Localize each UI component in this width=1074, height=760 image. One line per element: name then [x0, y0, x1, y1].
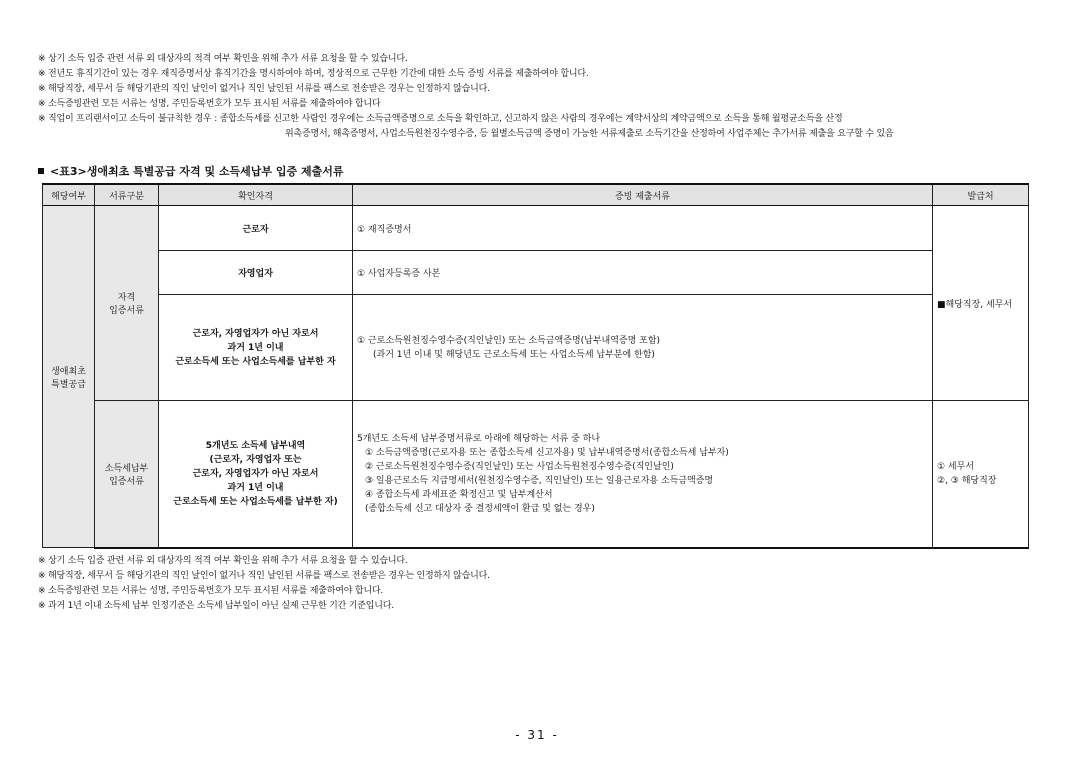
note-line: ※ 소득증빙관련 모든 서류는 성명, 주민등록번호가 모두 표시된 서류를 제출하여야 합니다	[38, 99, 381, 109]
group2-label-text: 소득세납부	[104, 463, 149, 474]
table-row	[43, 401, 1029, 548]
section-title	[38, 163, 343, 179]
group1-label-text: 자격	[117, 293, 136, 303]
qualification-line: 근로자, 자영업자가 아닌 자로서	[192, 328, 319, 339]
qualification-cell	[159, 401, 353, 548]
group1-label	[95, 206, 159, 401]
note-line: ※ 상기 소득 입증 관련 서류 외 대상자의 적격 여부 확인을 위해 추가 서류 요청을 할 수 있습니다.	[38, 556, 408, 566]
note-line: ※ 상기 소득 입증 관련 서류 외 대상자의 적격 여부 확인을 위해 추가 서류 요청을 할 수 있습니다.	[38, 54, 408, 64]
note-line: ※ 과거 1년 이내 소득세 납부 인정기준은 소득세 납부일이 아닌 실제 근무한 기간 기준입니다.	[38, 601, 394, 611]
proof-item: ④ 종합소득세 과세표준 확정신고 및 납부계산서	[365, 489, 553, 500]
qualification-line: 근로자, 자영업자가 아닌 자로서	[192, 468, 319, 479]
square-bullet-icon	[38, 168, 44, 174]
qualification-line: 근로소득세 또는 사업소득세를 납부한 자	[175, 356, 336, 367]
issuer-line: ① 세무서	[937, 461, 975, 472]
qualification-cell: 자영업자	[159, 251, 353, 295]
proof-cell: ① 재직증명서	[353, 206, 933, 251]
proof-cell	[353, 295, 933, 401]
qualification-line: (근로자, 자영업자 또는	[209, 454, 302, 465]
table-row	[43, 251, 1029, 295]
header-proof: 증빙 제출서류	[353, 184, 933, 206]
group1-label-text: 입증서류	[109, 306, 144, 316]
issuer-cell: ■해당직장, 세무서	[933, 206, 1029, 401]
qualification-line: 과거 1년 이내	[227, 342, 284, 353]
proof-note: (종합소득세 신고 대상자 중 결정세액이 환급 및 없는 경우)	[365, 503, 595, 514]
note-line: ※ 해당직장, 세무서 등 해당기관의 직인 날인이 없거나 직인 날인된 서류를 팩스로 전송받은 경우는 인정하지 않습니다.	[38, 571, 490, 581]
page-number: - 31 -	[515, 728, 559, 742]
header-applicable: 해당여부	[43, 184, 95, 206]
applicable-text: 특별공급	[51, 379, 86, 390]
issuer-cell	[933, 401, 1029, 548]
qualification-cell	[159, 295, 353, 401]
group2-label	[95, 401, 159, 548]
note-line: ※ 소득증빙관련 모든 서류는 성명, 주민등록번호가 모두 표시된 서류를 제출하여야 합니다.	[38, 586, 384, 596]
header-issuer: 발급처	[933, 184, 1029, 206]
qualification-line: 5개년도 소득세 납부내역	[205, 440, 306, 451]
proof-intro: 5개년도 소득세 납부증명서류로 아래에 해당하는 서류 중 하나	[357, 433, 601, 444]
proof-item: ③ 일용근로소득 지급명세서(원천징수영수증, 직인날인) 또는 일용근로자용 소득금액증명	[365, 475, 714, 486]
top-notes	[38, 52, 894, 142]
note-line-indent: 위촉증명서, 해촉증명서, 사업소득원천징수영수증, 등 월별소득금액 증명이 가능한 서류제출로 소득기간을 산정하여 사업주체는 추가서류 제출을 요구할 수 있음	[285, 129, 894, 139]
proof-cell	[353, 401, 933, 548]
issuer-line: ②, ③ 해당직장	[937, 475, 997, 486]
section-title-text: <표3>생애최초 특별공급 자격 및 소득세납부 입증 제출서류	[50, 165, 344, 178]
documents-table	[42, 183, 1029, 549]
table-row	[43, 206, 1029, 251]
applicable-cell	[43, 206, 95, 548]
proof-line: ① 근로소득원천징수영수증(직인날인) 또는 소득금액증명(납부내역증명 포함)	[357, 335, 661, 346]
proof-item: ① 소득금액증명(근로자용 또는 종합소득세 신고자용) 및 납부내역증명서(종합소득세 납부자)	[365, 447, 729, 458]
table-header-row	[43, 184, 1029, 206]
note-line: ※ 해당직장, 세무서 등 해당기관의 직인 날인이 없거나 직인 날인된 서류를 팩스로 전송받은 경우는 인정하지 않습니다.	[38, 84, 490, 94]
applicable-text: 생애최초	[51, 366, 86, 377]
bottom-notes	[38, 554, 490, 614]
note-line: ※ 전년도 휴직기간이 있는 경우 재직증명서상 휴직기간을 명시하여야 하며, 정상적으로 근무한 기간에 대한 소득 증빙 서류를 제출하여야 합니다.	[38, 69, 589, 79]
header-doc-type: 서류구분	[95, 184, 159, 206]
proof-cell: ① 사업자등록증 사본	[353, 251, 933, 295]
proof-item: ② 근로소득원천징수영수증(직인날인) 또는 사업소득원천징수영수증(직인날인)	[365, 461, 674, 472]
qualification-cell: 근로자	[159, 206, 353, 251]
qualification-line: 과거 1년 이내	[227, 482, 284, 493]
group2-label-text: 입증서류	[109, 476, 144, 487]
proof-line: (과거 1년 이내 및 해당년도 근로소득세 또는 사업소득세 납부분에 한함)	[373, 349, 655, 360]
header-qualification: 확인자격	[159, 184, 353, 206]
note-line: ※ 직업이 프리랜서이고 소득이 불규칙한 경우 : 종합소득세를 신고한 사람인 경우에는 소득금액증명으로 소득을 확인하고, 신고하지 않은 사람의 경우에는 계약서상의 계약금액으로 소득을 통해 월평균소득을 산정	[38, 114, 843, 124]
table-row	[43, 295, 1029, 401]
qualification-line: 근로소득세 또는 사업소득세를 납부한 자)	[173, 496, 338, 507]
